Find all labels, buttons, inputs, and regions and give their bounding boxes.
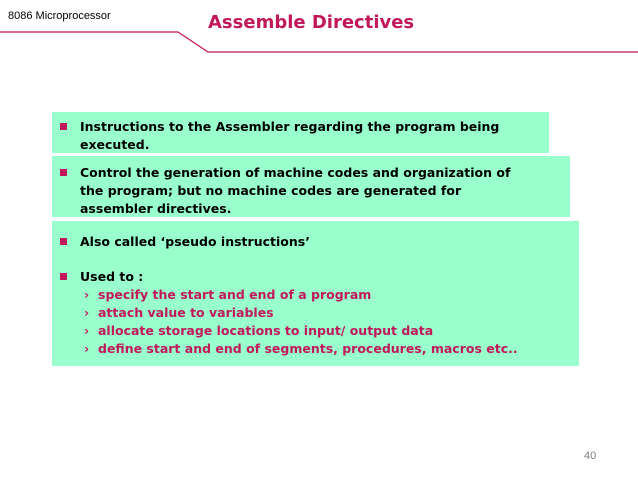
bullet-text: Also called ‘pseudo instructions’ bbox=[80, 234, 310, 249]
chevron-right-icon: › bbox=[84, 341, 90, 356]
chevron-right-icon: › bbox=[84, 287, 90, 302]
sub-list-item: › define start and end of segments, procedures, macros etc.. bbox=[84, 341, 518, 356]
square-bullet-icon bbox=[60, 169, 67, 176]
header-label: 8086 Microprocessor bbox=[8, 10, 111, 22]
bullet-text: Instructions to the Assembler regarding the program being executed. bbox=[80, 119, 500, 152]
sub-list-item: › allocate storage locations to input/ output data bbox=[84, 323, 434, 338]
chevron-right-icon: › bbox=[84, 323, 90, 338]
square-bullet-icon bbox=[60, 273, 67, 280]
square-bullet-icon bbox=[60, 238, 67, 245]
page-number: 40 bbox=[584, 450, 597, 462]
sub-list-item: › attach value to variables bbox=[84, 305, 274, 320]
square-bullet-icon bbox=[60, 123, 67, 130]
bullet-text: Used to : bbox=[80, 269, 144, 284]
chevron-right-icon: › bbox=[84, 305, 90, 320]
sub-list-item: › specify the start and end of a program bbox=[84, 287, 372, 302]
bullet-text: Control the generation of machine codes and organization of the program; but no machine codes are generated for assembler directives. bbox=[80, 165, 511, 216]
slide-title: Assemble Directives bbox=[208, 12, 415, 33]
